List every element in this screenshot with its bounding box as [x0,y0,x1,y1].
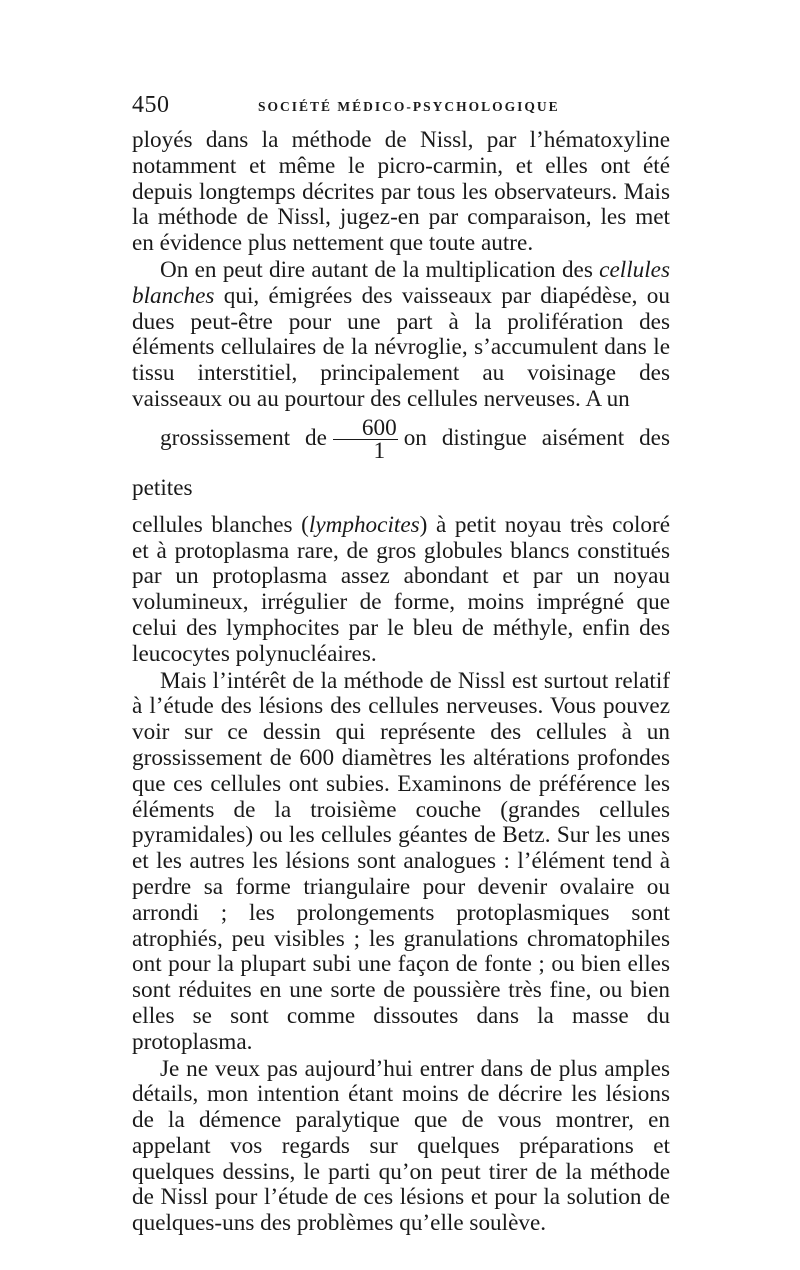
paragraph-2 [132,258,670,668]
magnification-fraction [333,414,398,464]
paragraph-2-text-d: ) à petit noyau très coloré et à protoplasma rare, de gros globules blancs constitués par un protoplasma assez abondant et par un noyau volumineux, irrégulier de forme, moins imprégné que celui des lymphocites par le bleu de méthyle, enfin des leucocytes polynucléaires. [132,511,670,667]
italic-term-cellules-blanches: cellules blanches [132,256,670,309]
fraction-denominator: 1 [333,439,398,462]
magnification-text-before: grossissement de [160,424,327,451]
paragraph-2-text-c: cellules blanches ( [132,511,309,538]
paragraph-1: ployés dans la méthode de Nissl, par l’hématoxyline notamment et même le picro-carmin, et elles ont été depuis longtemps décrites par tous les observateurs. Mais la méthode de Nissl, jugez-en par comparaison, les met en évidence plus nettement que toute autre. [132,127,670,257]
page-number: 450 [132,92,170,118]
italic-term-lymphocites: lymphocites [308,511,420,538]
page-header [132,92,670,122]
running-title: SOCIÉTÉ MÉDICO-PSYCHOLOGIQUE [258,99,560,114]
paragraph-2-text-a: On en peut dire autant de la multiplication des [160,256,600,283]
magnification-line [132,413,670,513]
body-text [132,128,670,1237]
paragraph-3: Mais l’intérêt de la méthode de Nissl est surtout relatif à l’étude des lésions des cellules nerveuses. Vous pouvez voir sur ce dessin qui représente des cellules à un grossissement de 600 diamètres les altérations profondes que ces cellules ont subies. Examinons de préférence les éléments de la troisième couche (grandes cellules pyramidales) ou les cellules géantes de Betz. Sur les unes et les autres les lésions sont analogues : l’élément tend à perdre sa forme triangulaire pour devenir ovalaire ou arrondi ; les prolongements protoplasmiques sont atrophiés, peu visibles ; les granulations chromatophiles ont pour la plupart subi une façon de fonte ; ou bien elles sont réduites en une sorte de poussière très fine, ou bien elles se sont comme dissoutes dans la masse du protoplasma. [132,667,670,1055]
paragraph-4: Je ne veux pas aujourd’hui entrer dans de plus amples détails, mon intention étant moins de décrire les lésions de la démence paralytique que de vous montrer, en appelant vos regards sur quelques préparations et quelques dessins, le parti qu’on peut tirer de la méthode de Nissl pour l’étude de ces lésions et pour la solution de quelques-uns des problèmes qu’elle soulève. [132,1055,670,1237]
magnification-text-after: on distingue aisément des petites [132,424,670,501]
fraction-numerator: 600 [361,414,397,441]
paragraph-2-text-b: qui, émigrées des vaisseaux par diapédèse, ou dues peut-être pour une part à la prolifération des éléments cellulaires de la névroglie, s’accumulent dans le tissu interstitiel, principalement au voisinage des vaisseaux ou au pourtour des cellules nerveuses. A un [132,282,670,412]
